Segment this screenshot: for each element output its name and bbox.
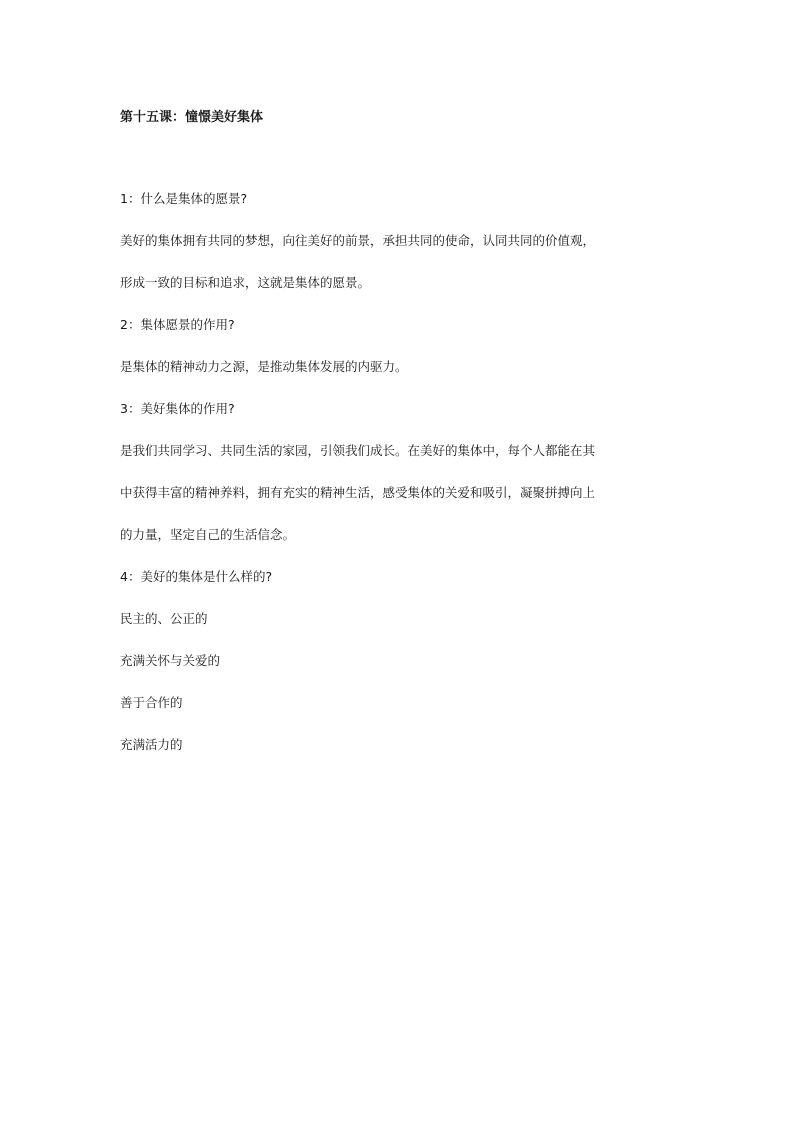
question-3: 3：美好集体的作用? (120, 401, 235, 416)
answer-3-line-3: 的力量，坚定自己的生活信念。 (120, 527, 296, 542)
answer-4-item-1: 民主的、公正的 (120, 611, 208, 626)
answer-3-line-1: 是我们共同学习、共同生活的家园，引领我们成长。在美好的集体中，每个人都能在其 (120, 443, 596, 458)
answer-1-line-2: 形成一致的目标和追求，这就是集体的愿景。 (120, 275, 371, 290)
answer-1-line-1: 美好的集体拥有共同的梦想，向往美好的前景，承担共同的使命，认同共同的价值观， (120, 233, 596, 248)
question-4: 4：美好的集体是什么样的? (120, 569, 273, 584)
answer-4-item-4: 充满活力的 (120, 737, 183, 752)
answer-3-line-2: 中获得丰富的精神养料，拥有充实的精神生活，感受集体的关爱和吸引，凝聚拼搏向上 (120, 485, 596, 500)
page-title: 第十五课：憧憬美好集体 (120, 110, 264, 125)
question-2: 2：集体愿景的作用? (120, 317, 235, 332)
document-body (120, 190, 680, 778)
answer-4-item-3: 善于合作的 (120, 695, 183, 710)
answer-4-item-2: 充满关怀与关爱的 (120, 653, 221, 668)
answer-2: 是集体的精神动力之源，是推动集体发展的内驱力。 (120, 359, 408, 374)
question-1: 1：什么是集体的愿景? (120, 191, 248, 206)
